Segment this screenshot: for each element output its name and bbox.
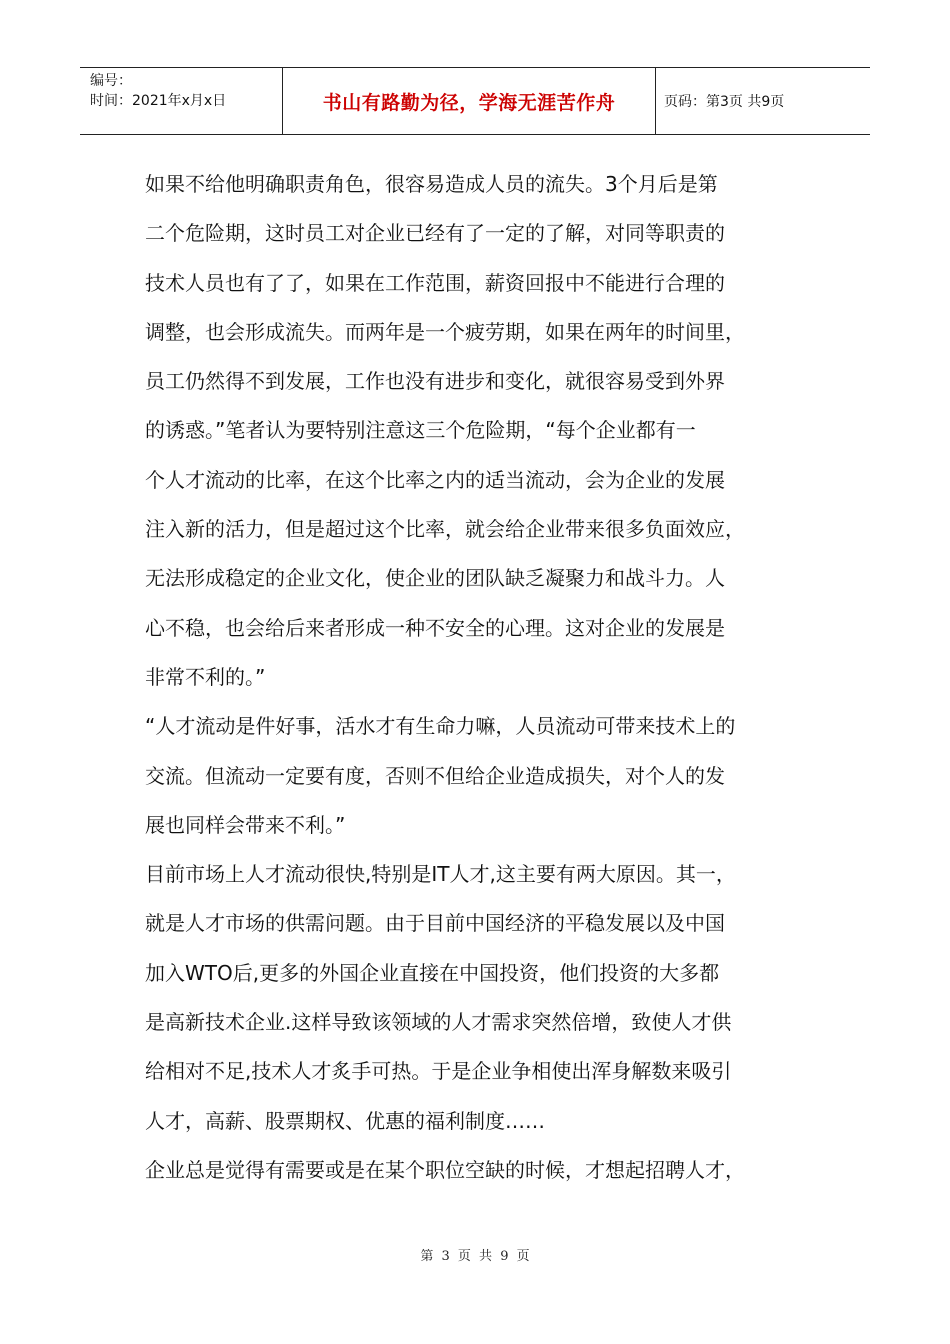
body-line: 就是人才市场的供需问题。由于目前中国经济的平稳发展以及中国 — [145, 911, 725, 936]
document-date: 时间：2021年x月x日 — [90, 93, 227, 109]
page-header — [80, 67, 870, 135]
body-line: 技术人员也有了了，如果在工作范围，薪资回报中不能进行合理的 — [145, 270, 725, 295]
body-line: 交流。但流动一定要有度，否则不但给企业造成损失，对个人的发 — [145, 763, 725, 788]
body-line: 心不稳，也会给后来者形成一种不安全的心理。这对企业的发展是 — [145, 615, 725, 640]
body-line: 目前市场上人才流动很快,特别是IT人才,这主要有两大原因。其一， — [145, 862, 736, 887]
body-line: 无法形成稳定的企业文化，使企业的团队缺乏凝聚力和战斗力。人 — [145, 566, 725, 591]
body-line: 非常不利的。” — [145, 664, 266, 689]
body-line: 是高新技术企业.这样导致该领域的人才需求突然倍增，致使人才供 — [145, 1010, 732, 1035]
body-line: 展也同样会带来不利。” — [145, 812, 346, 837]
body-line: 加入WTO后,更多的外国企业直接在中国投资，他们投资的大多都 — [145, 960, 720, 985]
body-line: 个人才流动的比率，在这个比率之内的适当流动，会为企业的发展 — [145, 467, 725, 492]
body-line: 的诱惑。”笔者认为要特别注意这三个危险期，“每个企业都有一 — [145, 418, 696, 443]
document-body — [145, 160, 815, 1195]
header-page-info: 页码：第3页 共9页 — [664, 94, 785, 110]
page-footer: 第 3 页 共 9 页 — [420, 1249, 530, 1264]
body-line: 调整，也会形成流失。而两年是一个疲劳期，如果在两年的时间里， — [145, 319, 745, 344]
body-line: 人才，高薪、股票期权、优惠的福利制度…… — [145, 1108, 545, 1133]
document-number-label: 编号： — [90, 73, 132, 89]
body-line: 员工仍然得不到发展，工作也没有进步和变化，就很容易受到外界 — [145, 369, 725, 394]
body-line: 企业总是觉得有需要或是在某个职位空缺的时候，才想起招聘人才， — [145, 1157, 745, 1182]
body-line: 二个危险期，这时员工对企业已经有了一定的了解，对同等职责的 — [145, 221, 725, 246]
header-motto: 书山有路勤为径，学海无涯苦作舟 — [283, 68, 656, 134]
body-line: “人才流动是件好事，活水才有生命力嘛，人员流动可带来技术上的 — [145, 714, 736, 739]
body-line: 如果不给他明确职责角色，很容易造成人员的流失。3个月后是第 — [145, 172, 718, 196]
header-meta — [80, 68, 283, 134]
body-line: 给相对不足,技术人才炙手可热。于是企业争相使出浑身解数来吸引 — [145, 1059, 732, 1084]
body-line: 注入新的活力，但是超过这个比率，就会给企业带来很多负面效应， — [145, 517, 745, 542]
